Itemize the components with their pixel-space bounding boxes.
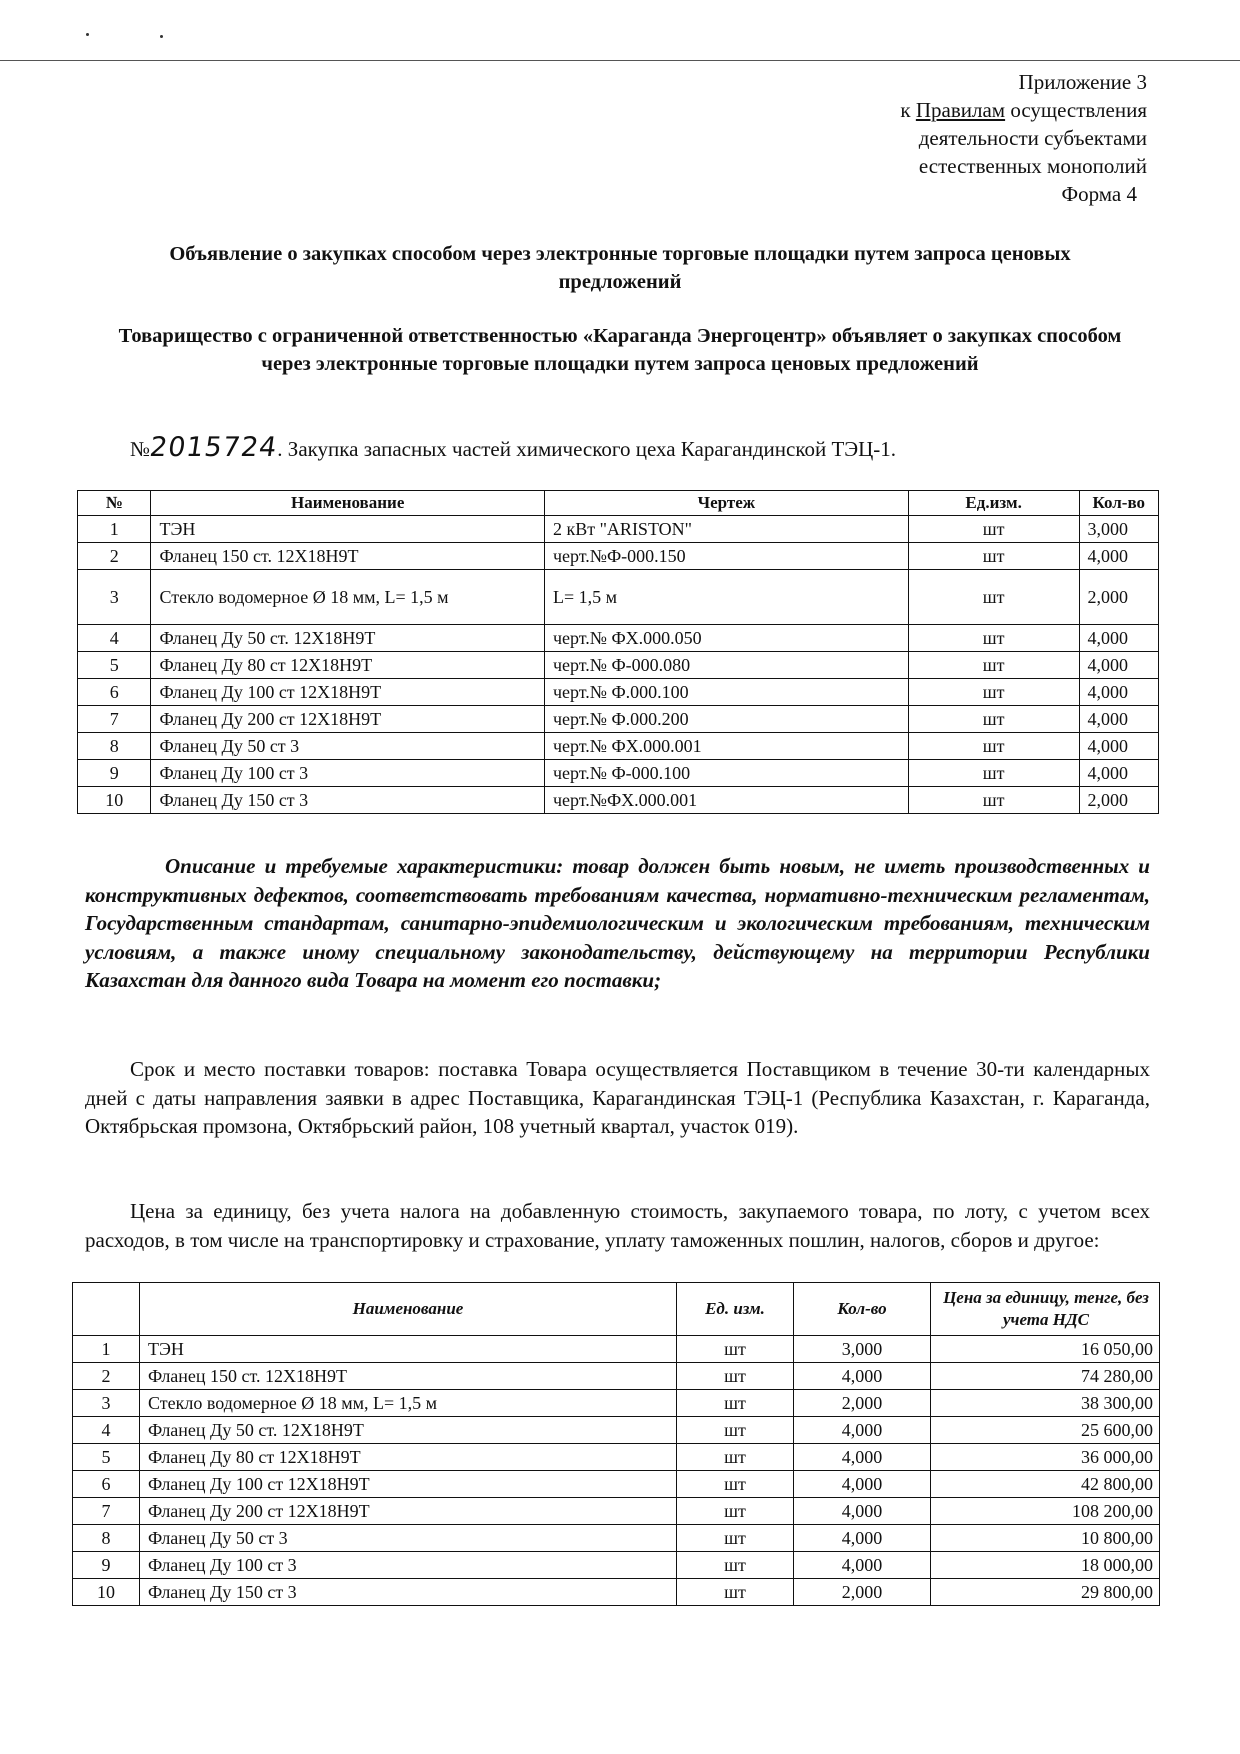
cell-drawing: черт.№ ФХ.000.001 bbox=[544, 733, 908, 760]
cell-number: 9 bbox=[78, 760, 151, 787]
cell-number: 10 bbox=[78, 787, 151, 814]
cell-quantity: 2,000 bbox=[794, 1390, 931, 1417]
cell-quantity: 2,000 bbox=[1079, 787, 1159, 814]
table-row bbox=[73, 1552, 1160, 1579]
cell-quantity: 4,000 bbox=[794, 1471, 931, 1498]
col-header-quantity: Кол-во bbox=[794, 1283, 931, 1336]
form-number: Форма 4 bbox=[1061, 182, 1137, 206]
cell-quantity: 4,000 bbox=[794, 1444, 931, 1471]
table-row bbox=[78, 787, 1159, 814]
cell-number: 9 bbox=[73, 1552, 140, 1579]
cell-unit: шт bbox=[908, 760, 1079, 787]
cell-number: 6 bbox=[73, 1471, 140, 1498]
table-row bbox=[78, 679, 1159, 706]
cell-name: Фланец Ду 100 ст 12Х18Н9Т bbox=[151, 679, 544, 706]
col-header-unit: Ед.изм. bbox=[908, 491, 1079, 516]
cell-name: Фланец Ду 200 ст 12Х18Н9Т bbox=[140, 1498, 677, 1525]
table-row bbox=[78, 733, 1159, 760]
cell-drawing: черт.№ Ф-000.100 bbox=[544, 760, 908, 787]
cell-name: Фланец Ду 50 ст. 12Х18Н9Т bbox=[140, 1417, 677, 1444]
lot-text: . Закупка запасных частей химического цеха Карагандинской ТЭЦ-1. bbox=[277, 437, 897, 461]
col-header-drawing: Чертеж bbox=[544, 491, 908, 516]
cell-unit: шт bbox=[908, 625, 1079, 652]
table-row bbox=[73, 1417, 1160, 1444]
table-row bbox=[78, 543, 1159, 570]
cell-number: 8 bbox=[73, 1525, 140, 1552]
table-row bbox=[78, 652, 1159, 679]
cell-unit-price: 29 800,00 bbox=[931, 1579, 1160, 1606]
cell-number: 10 bbox=[73, 1579, 140, 1606]
cell-drawing: черт.№ Ф-000.080 bbox=[544, 652, 908, 679]
cell-quantity: 4,000 bbox=[794, 1417, 931, 1444]
appendix-line: Приложение 3 bbox=[1018, 70, 1147, 94]
cell-name: ТЭН bbox=[140, 1336, 677, 1363]
cell-unit: шт bbox=[908, 570, 1079, 625]
rules-link[interactable]: Правилам bbox=[915, 98, 1006, 122]
cell-number: 2 bbox=[78, 543, 151, 570]
cell-drawing: черт.№Ф-000.150 bbox=[544, 543, 908, 570]
cell-name: Фланец Ду 50 ст 3 bbox=[140, 1525, 677, 1552]
cell-number: 4 bbox=[78, 625, 151, 652]
table-header-row bbox=[78, 491, 1159, 516]
col-header-number: № bbox=[78, 491, 151, 516]
cell-number: 7 bbox=[78, 706, 151, 733]
cell-unit-price: 25 600,00 bbox=[931, 1417, 1160, 1444]
cell-name: Фланец Ду 50 ст. 12Х18Н9Т bbox=[151, 625, 544, 652]
cell-name: ТЭН bbox=[151, 516, 544, 543]
table-row bbox=[78, 625, 1159, 652]
col-header-quantity: Кол-во bbox=[1079, 491, 1159, 516]
scan-speck bbox=[86, 33, 89, 36]
cell-drawing: черт.№ФХ.000.001 bbox=[544, 787, 908, 814]
cell-unit: шт bbox=[677, 1525, 794, 1552]
requirements-description: Описание и требуемые характеристики: товар должен быть новым, не иметь производственных и конструктивных дефектов, соответствовать требованиям качества, нормативно-техническим регламентам, Государственным стандартам, санитарно-эпидемиологическим и экологическим требованиям, техническим условиям, а также иному специальному законодательству, действующему на территории Республики Казахстан для данного вида Товара на момент его поставки; bbox=[85, 854, 1150, 992]
table-row bbox=[73, 1390, 1160, 1417]
cell-unit: шт bbox=[677, 1363, 794, 1390]
appendix-line bbox=[900, 96, 1147, 124]
cell-name: Фланец 150 ст. 12Х18Н9Т bbox=[140, 1363, 677, 1390]
cell-name: Фланец Ду 80 ст 12Х18Н9Т bbox=[140, 1444, 677, 1471]
cell-quantity: 4,000 bbox=[794, 1498, 931, 1525]
cell-number: 7 bbox=[73, 1498, 140, 1525]
table-row bbox=[73, 1363, 1160, 1390]
table-row bbox=[73, 1444, 1160, 1471]
col-header-name: Наименование bbox=[151, 491, 544, 516]
cell-drawing: черт.№ ФХ.000.050 bbox=[544, 625, 908, 652]
cell-quantity: 4,000 bbox=[1079, 706, 1159, 733]
cell-number: 3 bbox=[73, 1390, 140, 1417]
cell-quantity: 3,000 bbox=[1079, 516, 1159, 543]
cell-quantity: 4,000 bbox=[1079, 652, 1159, 679]
table-row bbox=[73, 1579, 1160, 1606]
lot-number-handwritten: 2015724 bbox=[147, 432, 280, 463]
cell-quantity: 4,000 bbox=[794, 1525, 931, 1552]
appendix-reference bbox=[900, 68, 1147, 208]
table-row bbox=[73, 1498, 1160, 1525]
cell-unit: шт bbox=[908, 706, 1079, 733]
cell-drawing: черт.№ Ф.000.200 bbox=[544, 706, 908, 733]
cell-unit-price: 16 050,00 bbox=[931, 1336, 1160, 1363]
price-intro: Цена за единицу, без учета налога на добавленную стоимость, закупаемого товара, по лоту, с учетом всех расходов, в том числе на транспортировку и страхование, уплату таможенных пошлин, налогов, сборов и другое: bbox=[85, 1199, 1150, 1252]
cell-unit: шт bbox=[908, 679, 1079, 706]
cell-name: Фланец Ду 150 ст 3 bbox=[151, 787, 544, 814]
cell-number: 3 bbox=[78, 570, 151, 625]
cell-quantity: 4,000 bbox=[1079, 625, 1159, 652]
cell-name: Фланец Ду 100 ст 12Х18Н9Т bbox=[140, 1471, 677, 1498]
cell-unit-price: 42 800,00 bbox=[931, 1471, 1160, 1498]
cell-name: Фланец Ду 100 ст 3 bbox=[151, 760, 544, 787]
col-header-unit: Ед. изм. bbox=[677, 1283, 794, 1336]
cell-quantity: 4,000 bbox=[1079, 760, 1159, 787]
cell-unit: шт bbox=[677, 1498, 794, 1525]
col-header-name: Наименование bbox=[140, 1283, 677, 1336]
cell-number: 6 bbox=[78, 679, 151, 706]
col-header-number bbox=[73, 1283, 140, 1336]
cell-unit: шт bbox=[908, 787, 1079, 814]
lot-line bbox=[130, 432, 896, 463]
table-row bbox=[78, 516, 1159, 543]
scan-speck bbox=[160, 35, 163, 38]
table-row bbox=[78, 760, 1159, 787]
cell-name: Стекло водомерное Ø 18 мм, L= 1,5 м bbox=[140, 1390, 677, 1417]
appendix-line: естественных монополий bbox=[918, 154, 1147, 178]
cell-unit-price: 18 000,00 bbox=[931, 1552, 1160, 1579]
cell-drawing: черт.№ Ф.000.100 bbox=[544, 679, 908, 706]
cell-quantity: 3,000 bbox=[794, 1336, 931, 1363]
cell-unit-price: 38 300,00 bbox=[931, 1390, 1160, 1417]
cell-number: 1 bbox=[73, 1336, 140, 1363]
scan-top-rule bbox=[0, 60, 1240, 61]
price-table bbox=[72, 1282, 1160, 1606]
cell-number: 8 bbox=[78, 733, 151, 760]
cell-number: 2 bbox=[73, 1363, 140, 1390]
lot-prefix: № bbox=[130, 437, 151, 461]
appendix-text: к bbox=[900, 98, 916, 122]
cell-unit: шт bbox=[677, 1579, 794, 1606]
cell-name: Фланец Ду 150 ст 3 bbox=[140, 1579, 677, 1606]
cell-unit: шт bbox=[677, 1471, 794, 1498]
cell-unit: шт bbox=[677, 1390, 794, 1417]
table-row bbox=[78, 706, 1159, 733]
cell-name: Фланец Ду 100 ст 3 bbox=[140, 1552, 677, 1579]
appendix-line: деятельности субъектами bbox=[918, 126, 1147, 150]
document-subtitle: Товарищество с ограниченной ответственностью «Караганда Энергоцентр» объявляет о закупках способом через электронные торговые площадки путем запроса ценовых предложений bbox=[118, 325, 1122, 375]
cell-unit: шт bbox=[908, 516, 1079, 543]
cell-unit-price: 74 280,00 bbox=[931, 1363, 1160, 1390]
cell-unit: шт bbox=[677, 1417, 794, 1444]
cell-unit: шт bbox=[908, 733, 1079, 760]
table-row bbox=[78, 570, 1159, 625]
cell-drawing: L= 1,5 м bbox=[544, 570, 908, 625]
cell-quantity: 2,000 bbox=[1079, 570, 1159, 625]
table-row bbox=[73, 1525, 1160, 1552]
cell-unit: шт bbox=[677, 1336, 794, 1363]
cell-drawing: 2 кВт "ARISTON" bbox=[544, 516, 908, 543]
cell-unit: шт bbox=[677, 1552, 794, 1579]
cell-name: Фланец Ду 200 ст 12Х18Н9Т bbox=[151, 706, 544, 733]
delivery-terms: Срок и место поставки товаров: поставка Товара осуществляется Поставщиком в течение 30-ти календарных дней с даты направления заявки в адрес Поставщика, Карагандинская ТЭЦ-1 (Республика Казахстан, г. Караганда, Октябрьская промзона, Октябрьский район, 108 учетный квартал, участок 019). bbox=[85, 1057, 1150, 1138]
cell-unit-price: 10 800,00 bbox=[931, 1525, 1160, 1552]
cell-unit: шт bbox=[908, 652, 1079, 679]
cell-name: Стекло водомерное Ø 18 мм, L= 1,5 м bbox=[151, 570, 544, 625]
appendix-text: осуществления bbox=[1005, 98, 1147, 122]
items-table bbox=[77, 490, 1159, 814]
cell-unit-price: 36 000,00 bbox=[931, 1444, 1160, 1471]
cell-number: 4 bbox=[73, 1417, 140, 1444]
cell-name: Фланец Ду 50 ст 3 bbox=[151, 733, 544, 760]
cell-number: 5 bbox=[78, 652, 151, 679]
col-header-unit-price: Цена за единицу, тенге, без учета НДС bbox=[931, 1283, 1160, 1336]
cell-quantity: 4,000 bbox=[794, 1552, 931, 1579]
table-row bbox=[73, 1471, 1160, 1498]
cell-unit-price: 108 200,00 bbox=[931, 1498, 1160, 1525]
cell-quantity: 4,000 bbox=[1079, 543, 1159, 570]
cell-quantity: 4,000 bbox=[1079, 733, 1159, 760]
cell-unit: шт bbox=[908, 543, 1079, 570]
cell-name: Фланец Ду 80 ст 12Х18Н9Т bbox=[151, 652, 544, 679]
cell-quantity: 4,000 bbox=[794, 1363, 931, 1390]
cell-number: 5 bbox=[73, 1444, 140, 1471]
cell-unit: шт bbox=[677, 1444, 794, 1471]
document-title: Объявление о закупках способом через электронные торговые площадки путем запроса ценовых предложений bbox=[169, 243, 1071, 293]
table-header-row bbox=[73, 1283, 1160, 1336]
cell-name: Фланец 150 ст. 12Х18Н9Т bbox=[151, 543, 544, 570]
cell-quantity: 2,000 bbox=[794, 1579, 931, 1606]
cell-quantity: 4,000 bbox=[1079, 679, 1159, 706]
cell-number: 1 bbox=[78, 516, 151, 543]
table-row bbox=[73, 1336, 1160, 1363]
